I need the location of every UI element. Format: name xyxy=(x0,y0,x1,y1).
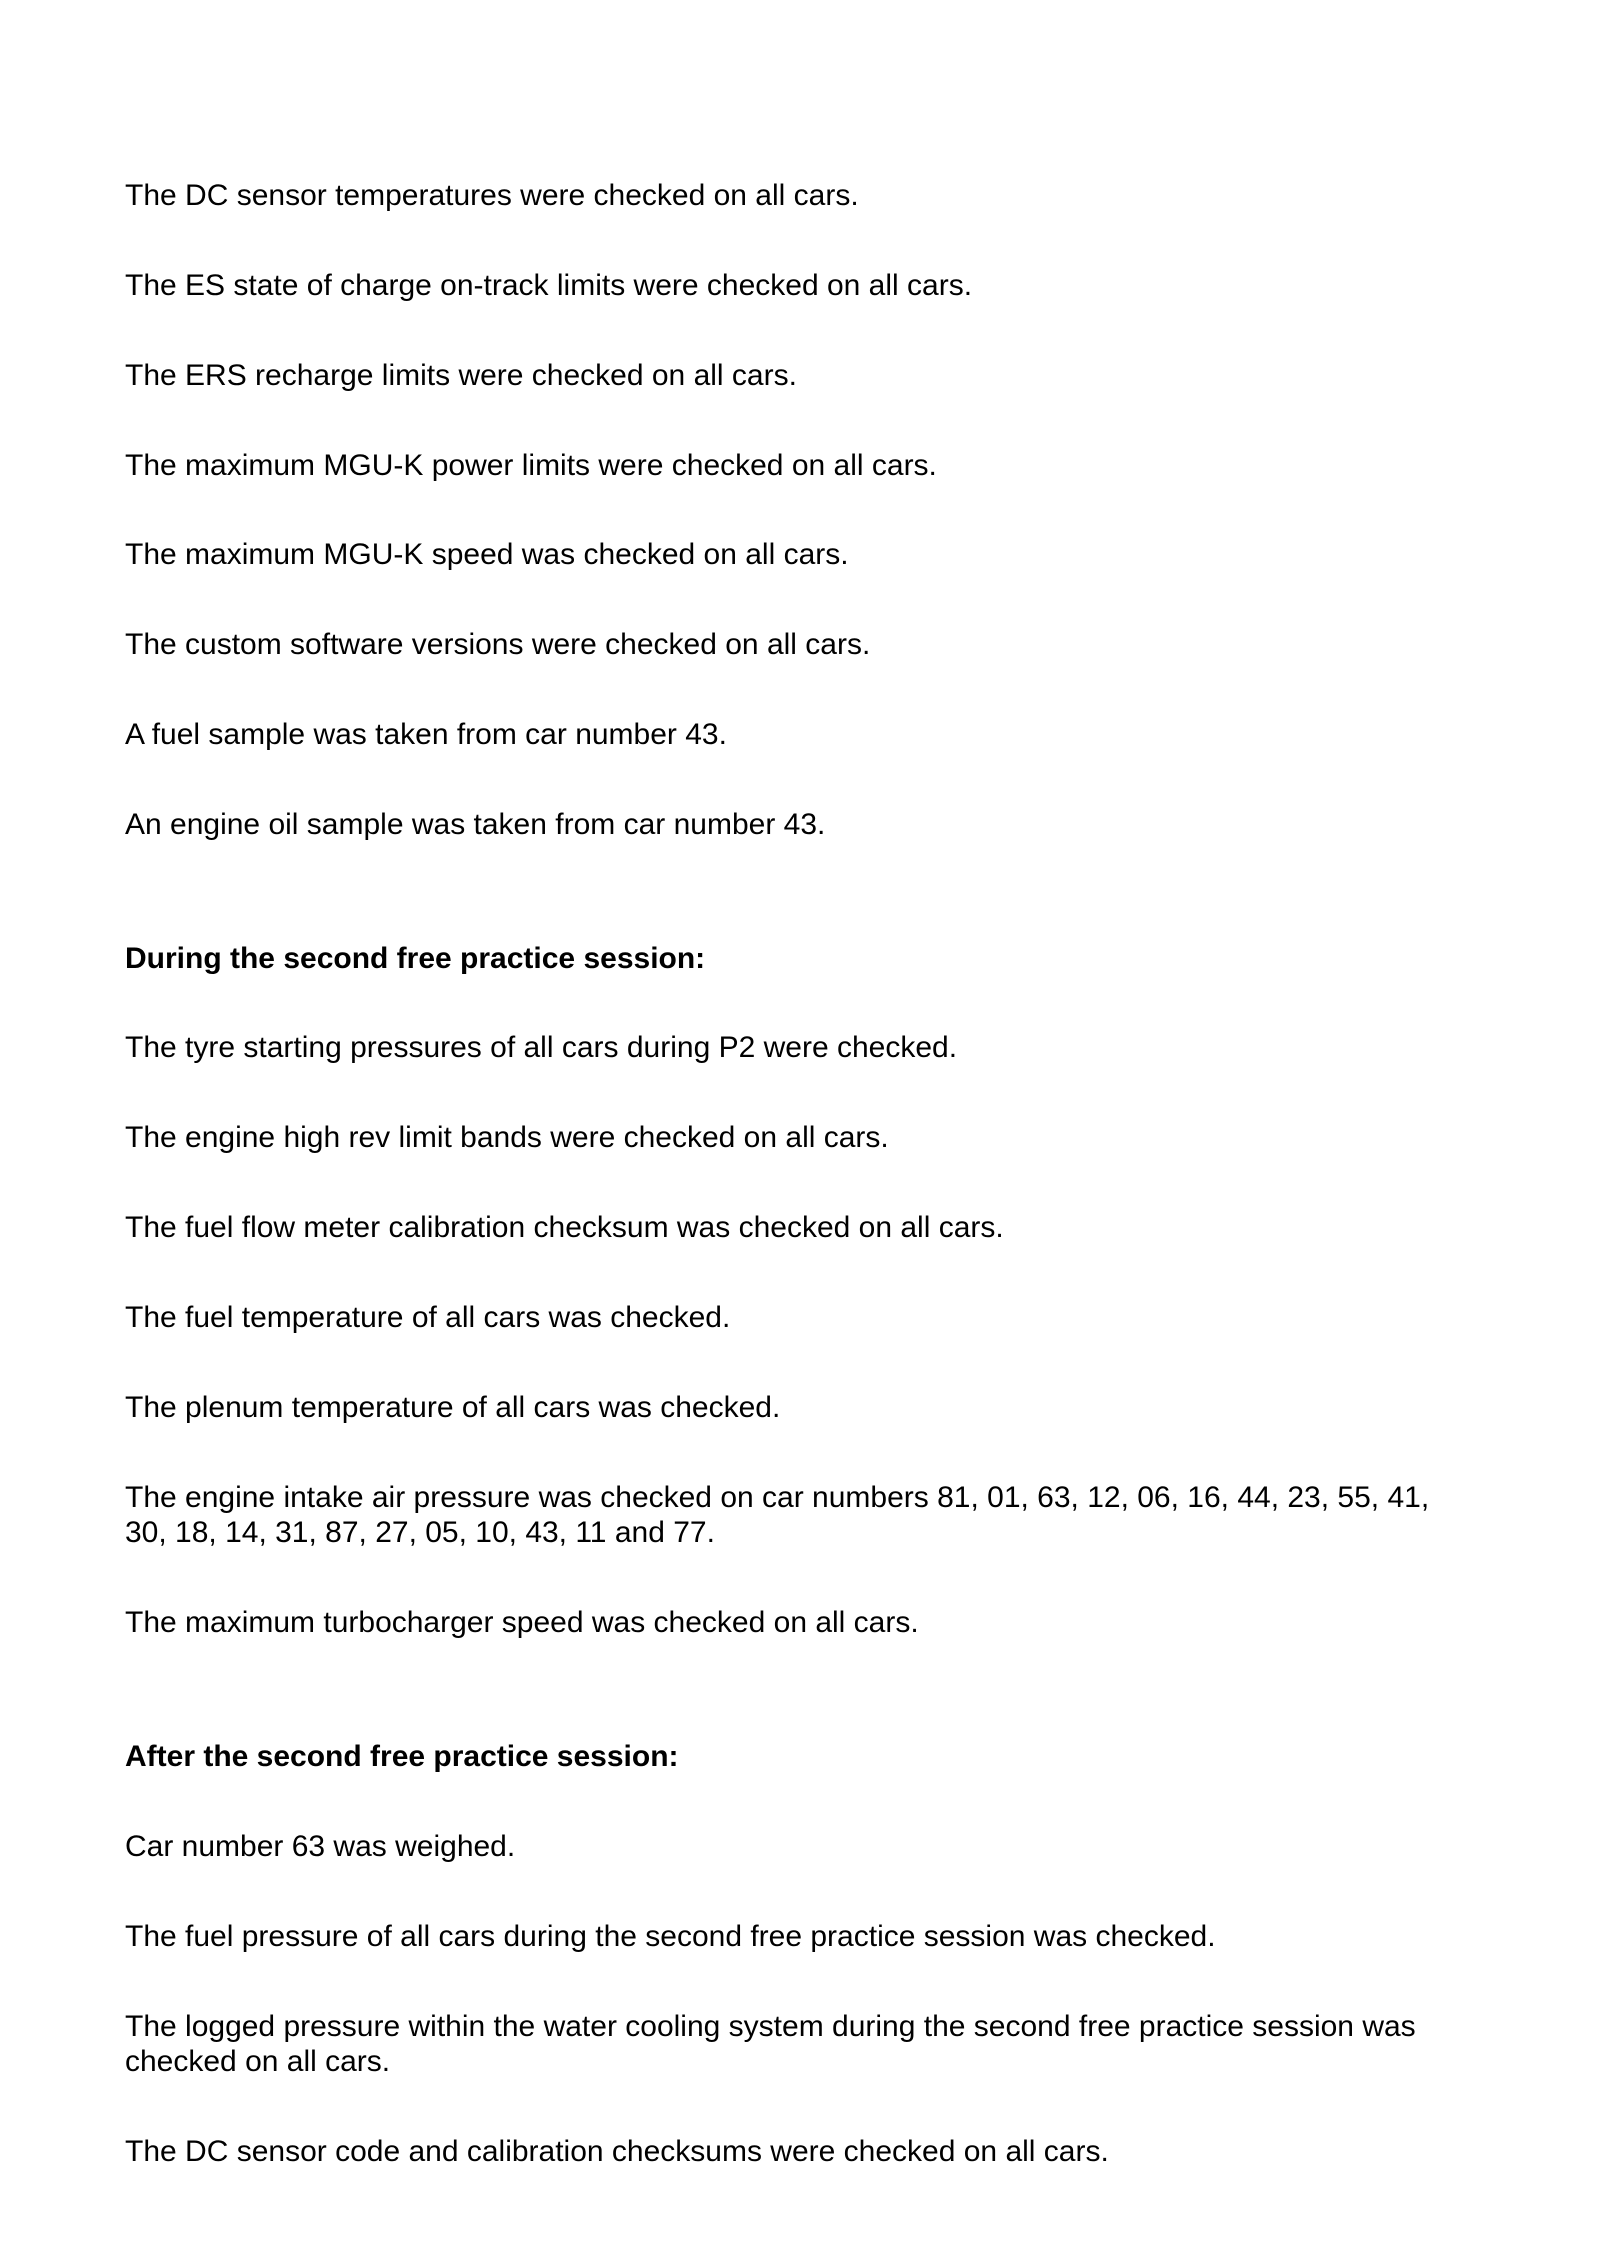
list-item: The maximum MGU-K power limits were checked on all cars. xyxy=(125,449,937,482)
list-item: The engine high rev limit bands were checked on all cars. xyxy=(125,1121,889,1154)
list-item: The ERS recharge limits were checked on all cars. xyxy=(125,359,797,392)
list-item: The custom software versions were checked on all cars. xyxy=(125,628,871,661)
list-item: The maximum turbocharger speed was checked on all cars. xyxy=(125,1606,919,1639)
list-item: Car number 63 was weighed. xyxy=(125,1830,516,1863)
list-item: The maximum MGU-K speed was checked on all cars. xyxy=(125,538,849,571)
list-item: The engine intake air pressure was checked on car numbers 81, 01, 63, 12, 06, 16, 44, 23, 55, 41, 30, 18, 14, 31, 87, 27, 05, 10, 43, 11 and 77. xyxy=(125,1481,1430,1549)
section-heading: After the second free practice session: xyxy=(125,1740,679,1773)
list-item: The fuel pressure of all cars during the second free practice session was checked. xyxy=(125,1920,1216,1953)
list-item: The logged pressure within the water cooling system during the second free practice session was checked on all cars. xyxy=(125,2010,1416,2078)
list-item: An engine oil sample was taken from car number 43. xyxy=(125,808,826,841)
list-item: A fuel sample was taken from car number 43. xyxy=(125,718,727,751)
list-item: The DC sensor code and calibration checksums were checked on all cars. xyxy=(125,2135,1109,2168)
list-item: The plenum temperature of all cars was checked. xyxy=(125,1391,781,1424)
list-item: The DC sensor temperatures were checked on all cars. xyxy=(125,179,859,212)
section-heading: During the second free practice session: xyxy=(125,942,706,975)
list-item: The tyre starting pressures of all cars during P2 were checked. xyxy=(125,1031,958,1064)
list-item: The fuel temperature of all cars was checked. xyxy=(125,1301,731,1334)
list-item: The ES state of charge on-track limits were checked on all cars. xyxy=(125,269,973,302)
list-item: The fuel flow meter calibration checksum was checked on all cars. xyxy=(125,1211,1004,1244)
